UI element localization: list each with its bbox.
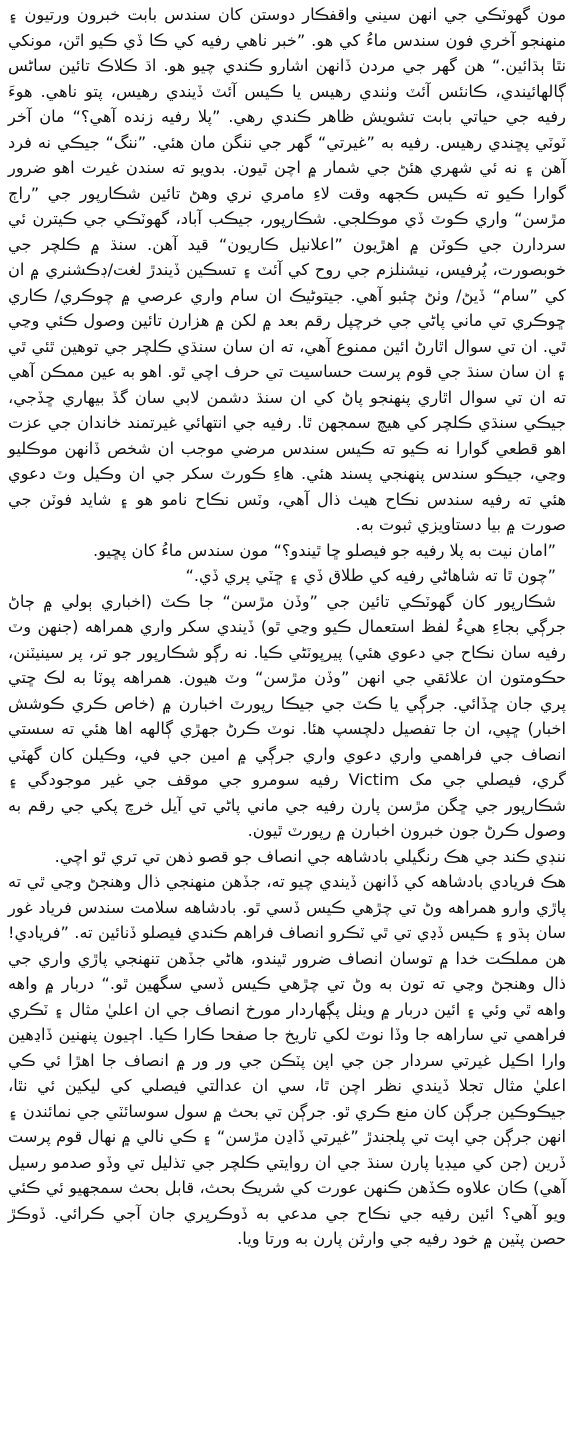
paragraph-king-intro: ننڊي ڪند جي هڪ رنگيلي بادشاهه جي انصاف جو قصو ذهن تي تري ٿو اچي. xyxy=(54,846,566,866)
paragraph-king-justice: هڪ فريادي بادشاهه کي ڏانهن ڏيندي چيو ته، جڏهن منهنجي ذال وهنجڻ وڃي ٿي ته پاڙي وارو همراهه وڻ تي چڙهي ڪيس ڏسي ٿو. بادشاهه سلامت سندس فرياد غور سان ٻڌو ۽ ڪيس ڏڍي تي ٿي ٽڪرو انصاف فراهم ڪندي فيصلو ڏنائين ته. ”فريادي! هن مملڪت خدا ۾ توسان انصاف ضرور ٿيندو، هاڻي جڏهن تنهنجي پاڙي واري جي ذال وهنجڻ وڃي ته تون به وڻ تي چڙهي ڪيس ڏسي سگهين ٿو.“ دربار ۾ واهه واهه ٿي وئي ۽ ائين دربار ۾ ويٺل پڳهاردار مورخ انصاف جي ان اعليٰ مثال ۽ ٽڪري فراهمي تي ساراهه جا وڏا نوٽ لکي تاريخ جا صفحا ڪارا ڪيا. اڄيون پنهنين ڏاڍهين وارا اڪيل غيرتي سردار جن جي اپن پٽڪن جي ور ور ۾ انصاف جا اهڙا ئي ڪي اعليٰ مثال تجلا ڏيندي نظر اچن ٿا، سي ان عدالتي فيصلي کي ليکين ئي نٿا، جيڪوڪين جرڳن کان منع ڪري ٿو. جرڳن تي بحث ۾ سول سوسائٽي جي نمائندن ۽ انهن جرڳن جي اپت تي پلجندڙ ”غيرتي ڏاڍن مڙسن“ ۽ ڪي نالي ۾ نهال قوم پرست ڏرين (جن کي ميڊيا پارن سنڌ جي ان روايتي ڪلچر جي تذليل تي وڏو صدمو رسيل آهي) ڪان علاوه ڪڏهن ڪنهن عورت کي شريڪ بحث، قابل بحث سمجهيو ئي ڪئي ويو آهي؟ ائين رفيه جي نڪاح جي مدعي به ڏوڪرپري جان آجي ڪرائي. ڏوڪڙ حصن پٽين ۾ خود رفيه جي وارثن پارن به ورتا ويا. xyxy=(8,872,566,1248)
paragraph-mothers-account: مون گهوٽڪي جي انهن سيني واقفڪار دوستن کان سندس بابت خبرون ورتيون ۽ منهنجو آخري فون سندس ماءُ کي هو. ”خبر ناهي رفيه کي ڪا ڏي ڪيو اٿن، مونکي نٿا ٻڌائين.“ هن گهر جي مردن ڏانهن اشارو ڪندي چيو هو. اڌ ڪلاڪ تائين ساڻس ڳالهائيندي، ڪانئس آئٽ وٺندي رهيس يا ڪيس آئٽ ڏيندي رهيس، پتو ناهي. هوءَ رفيه جي حياتي بابت تشويش ظاهر ڪندي رهي. ”پلا رفيه زنده آهي؟“ مان آخر ٽوٽي پڇندي رهيس. رفيه به ”غيرتي“ گهر جي ننگن مان هئي. ”ننگ“ جيڪي نه فرد آهن ۽ نه ئي شهري هئڻ جي شمار ۾ اچن ٿيون. بدويو ته سندن غيرت اهو ضرور گوارا ڪيو ته ڪيس ڪجهه وقت لاءِ مامري نري وهڻ تائين شڪارپور جي ”راڄ مڙسن“ واري ڪوٽ ڏي موڪلجي. شڪارپور، جيڪب آباد، گهوٽڪي جي ڪيترن ئي سردارن جي ڪوٽن ۾ اهڙيون ”اعلانيل ڪاريون“ قيد آهن. سنڌ ۾ ڪلچر جي خوبصورت، پُرفيس، نيشنلزم جي روح کي آئٽ ۽ تسڪين ڏيندڙ لغت/ڊڪشنري ۾ ان کي ”سام“ ڏيڻ/ وٺڻ چئبو آهي. جيتوڻيڪ ان سام واري عرصي ۾ چوڪري/ ڪاري ڇوڪري تي ماني پاڻي جي خرچپل رقم بعد ۾ لکن ۾ هزارن تائين وصول ڪئي وڃي ٿي. ان تي سوال اٿارڻ ائين ممنوع آهي، ته ان سان سنڌي ڪلچر جي توهين ٿئي ٿي ۽ ان سان سنڌ جي قوم پرست حساسيت تي حرف اچي ٿو. اهو به عين ممڪن آهي ته ان تي سوال اٿاري پنهنجو پاڻ کي ان سنڌ دشمن لابي سان گڏ بيهاري ڇڏجي، جيڪي سنڌي ڪلچر کي هيچ سمجهن ٿا. رفيه جي انتهائي غيرتمند خاندان جي عزت اهو قطعي گوارا نه ڪيو ته ڪيس سندس مرضي موجب ان شخص ڏانهن موڪليو وڃي، جيڪو سندس پنهنجي پسند هئي. هاءِ ڪورٽ سکر جي ان وڪيل وٽ دعوي هئي ته رفيه سندس نڪاح هيٺ ذال آهي، وٽس نڪاح نامو هو ۽ شايد فوٽن جي صورت ۾ بيا دستاويزي ثبوت به. xyxy=(8,5,566,534)
paragraph-jirga-report: شڪارپور کان گهوٽڪي تائين جي ”وڏن مڙسن“ جا ڪٽ (اخباري ٻولي ۾ ڄاڻ جرڳي بجاءِ هيءُ لفظ استعمال ڪيو وڃي ٿو) ڏيندي سکر واري همراهه (جنهن وٽ رفيه سان نڪاح جي دعوي هئي) پيرپوٽڻي ڪيا. نه رڳو شڪارپور جو تر، پر سينيٽنن، حڪومتون ان علائقي جي انهن ”وڏن مڙسن“ وٽ هيون. همراهه پوٽا به لڪ ڇتي پري جان ڇڏائي. جرڳي يا ڪٽ جي جيڪا رپورٽ اخبارن ۾ (خاص ڪري ڪوشش اخبار) ڇپي، ان جا تفصيل دلچسپ هئا. نوٽ ڪرڻ جهڙي ڳالهه اها هئي ته سستي انصاف جي فراهمي واري دعوي واري جرڳي ۾ امين جي في، وڪيلن کان گهٽي گري، فيصلي جي مک Victim رفيه سومرو جي موقف جي غير موجودگي ۽ شڪارپور جي ڇگن مڙسن پارن رفيه جي ماني پاڻي تي آيل خرچ پکي جي رقم به وصول ڪرڻ جون خبرون اخبارن ۾ رپورٽ ٿيون. xyxy=(8,591,566,840)
quote-question: ”امان نيت به پلا رفيه جو فيصلو ڇا ٿيندو؟“ مون سندس ماءُ کان پڇيو. xyxy=(93,540,556,560)
quote-answer: ”چون ٿا ته شاهاڻي رفيه کي طلاق ڏي ۽ ڇٽي پري ڏي.“ xyxy=(185,566,556,585)
